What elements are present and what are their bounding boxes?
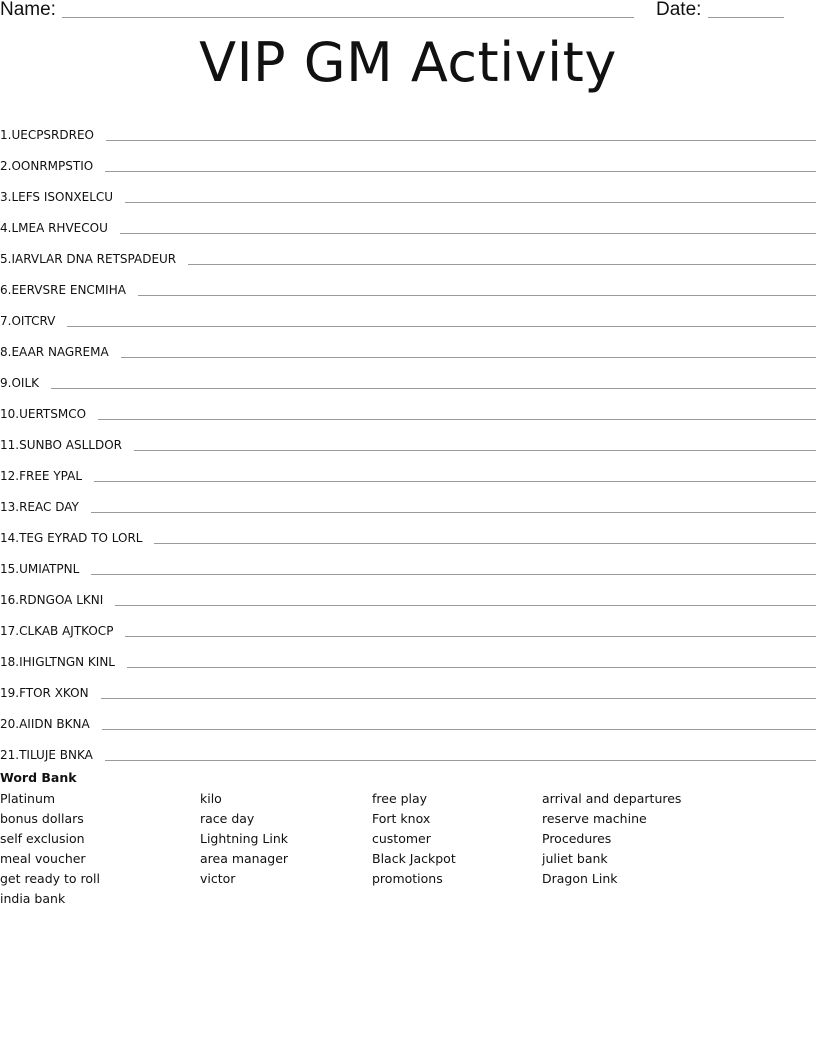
question-row <box>0 669 816 700</box>
word-bank-column <box>200 790 288 890</box>
word-bank-item: reserve machine <box>542 811 647 826</box>
answer-line[interactable] <box>101 697 816 699</box>
question-row <box>0 142 816 173</box>
scrambled-word: IHIGLTNGN KINL <box>19 655 115 669</box>
scrambled-word: REAC DAY <box>19 500 79 514</box>
header <box>0 0 816 24</box>
word-bank-item: juliet bank <box>542 851 608 866</box>
answer-line[interactable] <box>115 604 816 606</box>
word-bank-item: india bank <box>0 891 66 906</box>
question-row <box>0 576 816 607</box>
scrambled-word: AIIDN BKNA <box>19 717 90 731</box>
question-row <box>0 235 816 266</box>
word-bank <box>0 770 816 930</box>
date-label: Date: <box>656 0 702 20</box>
question-row <box>0 328 816 359</box>
question-row <box>0 731 816 762</box>
question-number: 14. <box>0 531 20 545</box>
answer-line[interactable] <box>91 511 816 513</box>
word-bank-item: free play <box>372 791 428 806</box>
scrambled-word: TILUJE BNKA <box>19 748 93 762</box>
word-bank-item: Black Jackpot <box>372 851 456 866</box>
scrambled-word: OONRMPSTIO <box>11 159 94 173</box>
answer-line[interactable] <box>188 263 816 265</box>
scrambled-word: SUNBO ASLLDOR <box>19 438 122 452</box>
question-number: 5. <box>0 252 12 266</box>
scrambled-word: EERVSRE ENCMIHA <box>11 283 126 297</box>
question-row <box>0 266 816 297</box>
word-bank-item: arrival and departures <box>542 791 682 806</box>
answer-line[interactable] <box>98 418 816 420</box>
scrambled-word: UECPSRDREO <box>11 128 94 142</box>
question-number: 6. <box>0 283 12 297</box>
question-row <box>0 700 816 731</box>
question-number: 1. <box>0 128 12 142</box>
word-bank-item: Fort knox <box>372 811 431 826</box>
question-row <box>0 638 816 669</box>
word-bank-item: Lightning Link <box>200 831 289 846</box>
scrambled-word: TEG EYRAD TO LORL <box>19 531 143 545</box>
question-number: 17. <box>0 624 20 638</box>
word-bank-column <box>542 790 681 890</box>
question-number: 13. <box>0 500 20 514</box>
word-bank-item: Platinum <box>0 791 56 806</box>
scrambled-word: IARVLAR DNA RETSPADEUR <box>11 252 177 266</box>
answer-line[interactable] <box>91 573 816 575</box>
name-field-line[interactable] <box>62 17 634 18</box>
word-bank-item: meal voucher <box>0 851 86 866</box>
question-row <box>0 514 816 545</box>
answer-line[interactable] <box>138 294 816 296</box>
question-row <box>0 359 816 390</box>
page-title: VIP GM Activity <box>199 31 617 94</box>
word-bank-item: victor <box>200 871 236 886</box>
scrambled-word: FREE YPAL <box>19 469 83 483</box>
question-number: 19. <box>0 686 20 700</box>
question-row <box>0 204 816 235</box>
question-number: 15. <box>0 562 20 576</box>
answer-line[interactable] <box>105 170 816 172</box>
word-bank-item: promotions <box>372 871 443 886</box>
scrambled-word: LMEA RHVECOU <box>11 221 108 235</box>
word-bank-item: get ready to roll <box>0 871 100 886</box>
question-number: 16. <box>0 593 20 607</box>
word-bank-title: Word Bank <box>0 770 77 785</box>
question-number: 18. <box>0 655 20 669</box>
question-number: 9. <box>0 376 12 390</box>
word-bank-item: Procedures <box>542 831 612 846</box>
question-list <box>0 111 816 762</box>
word-bank-item: Dragon Link <box>542 871 618 886</box>
question-number: 8. <box>0 345 12 359</box>
answer-line[interactable] <box>121 356 816 358</box>
answer-line[interactable] <box>134 449 816 451</box>
word-bank-item: self exclusion <box>0 831 85 846</box>
word-bank-item: area manager <box>200 851 289 866</box>
question-row <box>0 607 816 638</box>
answer-line[interactable] <box>127 666 816 668</box>
word-bank-column <box>372 790 456 890</box>
scrambled-word: OITCRV <box>11 314 56 328</box>
scrambled-word: UMIATPNL <box>19 562 80 576</box>
answer-line[interactable] <box>67 325 816 327</box>
question-row <box>0 483 816 514</box>
scrambled-word: OILK <box>11 376 39 390</box>
answer-line[interactable] <box>94 480 816 482</box>
question-number: 3. <box>0 190 12 204</box>
question-number: 21. <box>0 748 20 762</box>
answer-line[interactable] <box>154 542 816 544</box>
question-number: 4. <box>0 221 12 235</box>
question-row <box>0 297 816 328</box>
scrambled-word: EAAR NAGREMA <box>11 345 109 359</box>
scrambled-word: UERTSMCO <box>19 407 87 421</box>
question-number: 7. <box>0 314 12 328</box>
question-row <box>0 390 816 421</box>
answer-line[interactable] <box>125 635 816 637</box>
word-bank-grid <box>0 790 816 930</box>
question-number: 10. <box>0 407 20 421</box>
name-label: Name: <box>0 0 56 20</box>
answer-line[interactable] <box>102 728 816 730</box>
answer-line[interactable] <box>120 232 816 234</box>
date-field-line[interactable] <box>708 17 784 18</box>
question-number: 2. <box>0 159 12 173</box>
scrambled-word: FTOR XKON <box>19 686 89 700</box>
question-number: 11. <box>0 438 20 452</box>
question-number: 12. <box>0 469 20 483</box>
scrambled-word: CLKAB AJTKOCP <box>19 624 114 638</box>
word-bank-item: customer <box>372 831 431 846</box>
scrambled-word: RDNGOA LKNI <box>19 593 104 607</box>
answer-line[interactable] <box>105 759 816 761</box>
word-bank-item: kilo <box>200 791 222 806</box>
answer-line[interactable] <box>51 387 816 389</box>
answer-line[interactable] <box>106 139 816 141</box>
answer-line[interactable] <box>125 201 816 203</box>
question-row <box>0 173 816 204</box>
question-row <box>0 452 816 483</box>
question-row <box>0 545 816 576</box>
word-bank-column <box>0 790 100 910</box>
question-number: 20. <box>0 717 20 731</box>
word-bank-item: race day <box>200 811 255 826</box>
scrambled-word: LEFS ISONXELCU <box>11 190 114 204</box>
question-row <box>0 421 816 452</box>
word-bank-item: bonus dollars <box>0 811 84 826</box>
question-row <box>0 111 816 142</box>
